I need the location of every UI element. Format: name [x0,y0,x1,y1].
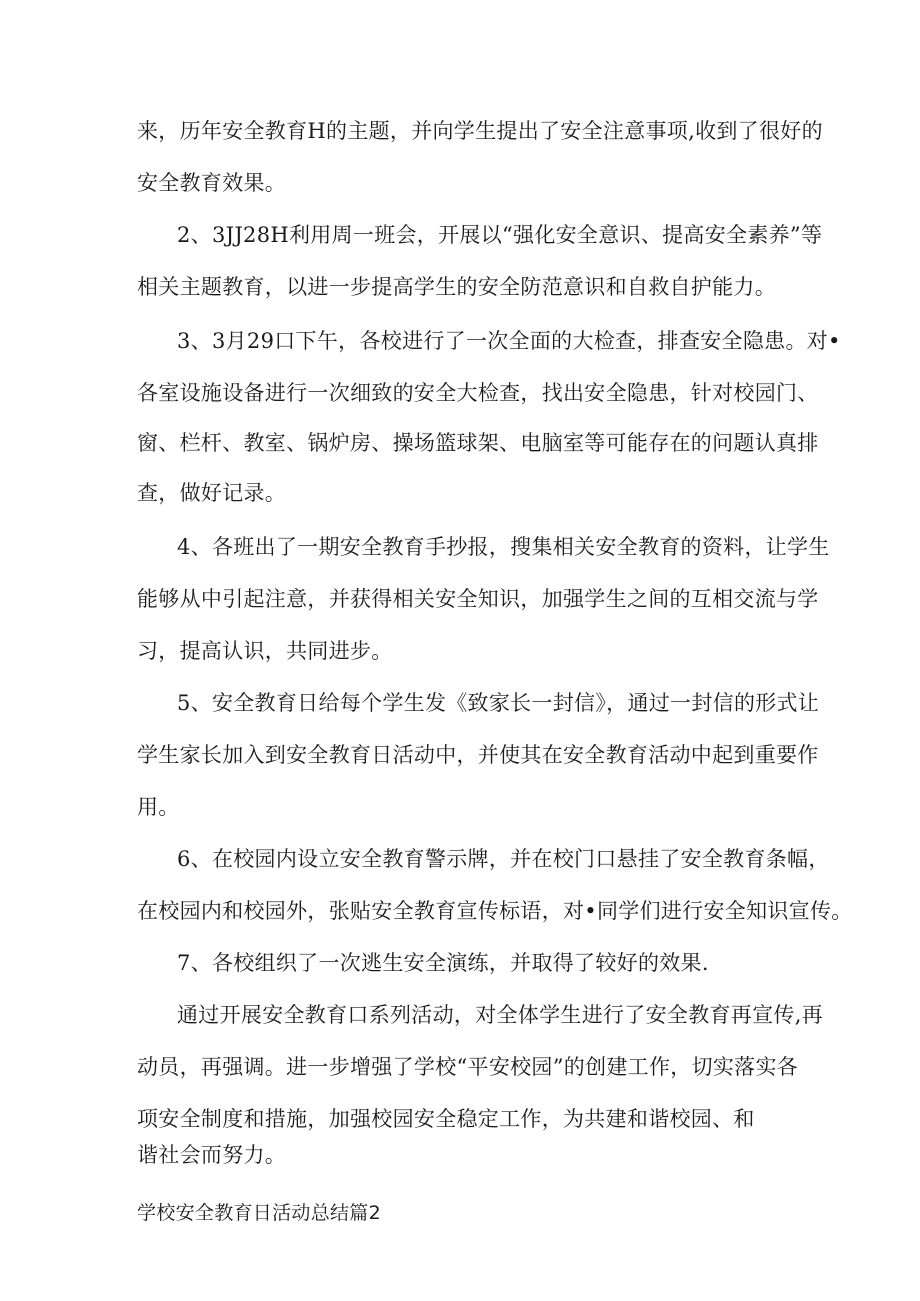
list-item-3-line: 窗、栏杆、教室、锅炉房、操场篮球架、电脑室等可能存在的问题认真排 [137,431,819,455]
conclusion-line: 谐社会而努力。 [137,1143,287,1167]
paragraph-line: 安全教育效果。 [137,171,287,195]
section-heading: 学校安全教育日活动总结篇2 [137,1202,381,1224]
list-item-5-line: 用。 [137,795,180,819]
conclusion-line: 动员，再强调。进一步增强了学校“平安校园”的创建工作，切实落实各 [137,1055,799,1079]
list-item-2-line: 相关主题教育，以进一步提高学生的安全防范意识和自救自护能力。 [137,275,776,299]
list-item-3-line: 3、3月29口下午，各校进行了一次全面的大检查，排查安全隐患。对• [177,329,841,353]
conclusion-line: 通过开展安全教育口系列活动，对全体学生进行了安全教育再宣传,再 [177,1003,823,1027]
paragraph-line: 来，历年安全教育H的主题，并向学生提出了安全注意事项,收到了很好的 [137,119,823,143]
list-item-4-line: 习，提高认识，共同进步。 [137,639,393,663]
list-item-3-line: 各室设施设备进行一次细致的安全大检查，找出安全隐患，针对校园门、 [137,381,819,405]
list-item-3-line: 查，做好记录。 [137,481,287,505]
list-item-6-line: 6、在校园内设立安全教育警示牌，并在校门口悬挂了安全教育条幅， [177,847,830,871]
list-item-7-line: 7、各校组织了一次逃生安全演练，并取得了较好的效果. [177,951,709,975]
conclusion-line: 项安全制度和措施，加强校园安全稳定工作，为共建和谐校园、和 [137,1107,755,1131]
list-item-4-line: 能够从中引起注意，并获得相关安全知识，加强学生之间的互相交流与学 [137,587,819,611]
list-item-2-line: 2、3JJ28H利用周一班会，开展以“强化安全意识、提高安全素养”等 [177,223,823,247]
list-item-5-line: 学生家长加入到安全教育日活动中，并使其在安全教育活动中起到重要作 [137,743,819,767]
list-item-4-line: 4、各班出了一期安全教育手抄报，搜集相关安全教育的资料，让学生 [177,535,830,559]
list-item-6-line: 在校园内和校园外，张贴安全教育宣传标语，对•同学们进行安全知识宣传。 [137,899,853,923]
list-item-5-line: 5、安全教育日给每个学生发《致家长一封信》，通过一封信的形式让 [177,691,820,715]
